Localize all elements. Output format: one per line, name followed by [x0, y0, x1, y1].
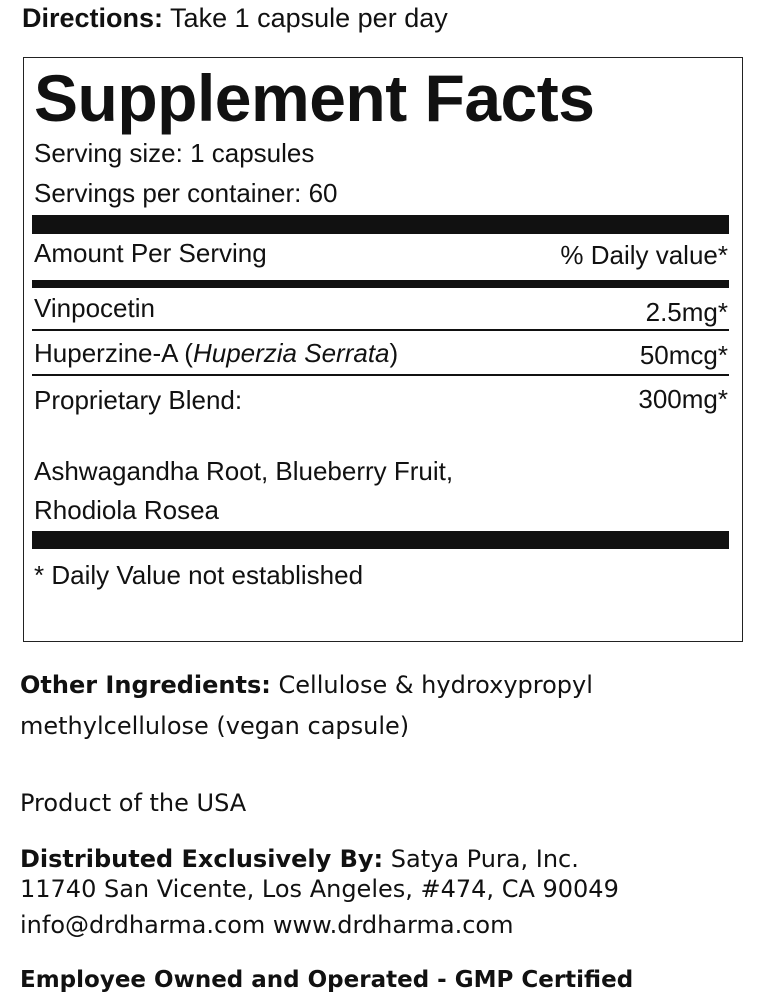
facts-title: Supplement Facts [34, 61, 595, 135]
ingredient-name-huperzine [34, 338, 398, 368]
servings-per-container: Servings per container: 60 [34, 178, 338, 208]
distributor-address: 11740 San Vicente, Los Angeles, #474, CA 90049 [20, 875, 619, 903]
row-divider [32, 329, 729, 331]
ingredient-amount-blend: 300mg* [638, 384, 728, 414]
amount-per-serving-label: Amount Per Serving [34, 238, 267, 268]
blend-ingredients-line1: Ashwagandha Root, Blueberry Fruit, [34, 456, 454, 486]
ingredient-amount-vinpocetin: 2.5mg* [645, 297, 728, 327]
huperzine-name-end: ) [389, 338, 399, 368]
other-ingredients-text: Cellulose & hydroxypropyl [278, 671, 593, 699]
medium-divider [32, 280, 729, 288]
footnote: * Daily Value not established [34, 560, 364, 590]
huperzine-latin-name: Huperzia Serrata [192, 338, 390, 368]
blend-ingredients-line2: Rhodiola Rosea [34, 495, 220, 525]
thick-divider [32, 215, 729, 234]
distributor-label: Distributed Exclusively By: [20, 845, 384, 873]
other-ingredients-label: Other Ingredients: [20, 671, 271, 699]
tagline: Employee Owned and Operated - GMP Certified [20, 967, 634, 993]
ingredient-amount-huperzine: 50mcg* [639, 340, 728, 370]
other-ingredients-line1 [20, 668, 593, 702]
thick-divider [32, 531, 729, 549]
product-origin: Product of the USA [20, 789, 247, 817]
serving-size: Serving size: 1 capsules [34, 138, 315, 168]
supplement-facts-panel [23, 57, 743, 642]
directions-label: Directions: [22, 3, 164, 33]
distributor-contact: info@drdharma.com www.drdharma.com [20, 911, 514, 939]
ingredient-name-vinpocetin: Vinpocetin [34, 293, 155, 323]
huperzine-name: Huperzine-A ( [34, 338, 193, 368]
other-ingredients-line2: methylcellulose (vegan capsule) [20, 712, 410, 740]
row-divider [32, 374, 729, 376]
distributor-line [20, 842, 579, 876]
directions [22, 2, 448, 34]
directions-text: Take 1 capsule per day [170, 3, 448, 33]
ingredient-name-blend: Proprietary Blend: [34, 385, 243, 415]
daily-value-header: % Daily value* [560, 240, 728, 270]
distributor-name: Satya Pura, Inc. [390, 845, 579, 873]
